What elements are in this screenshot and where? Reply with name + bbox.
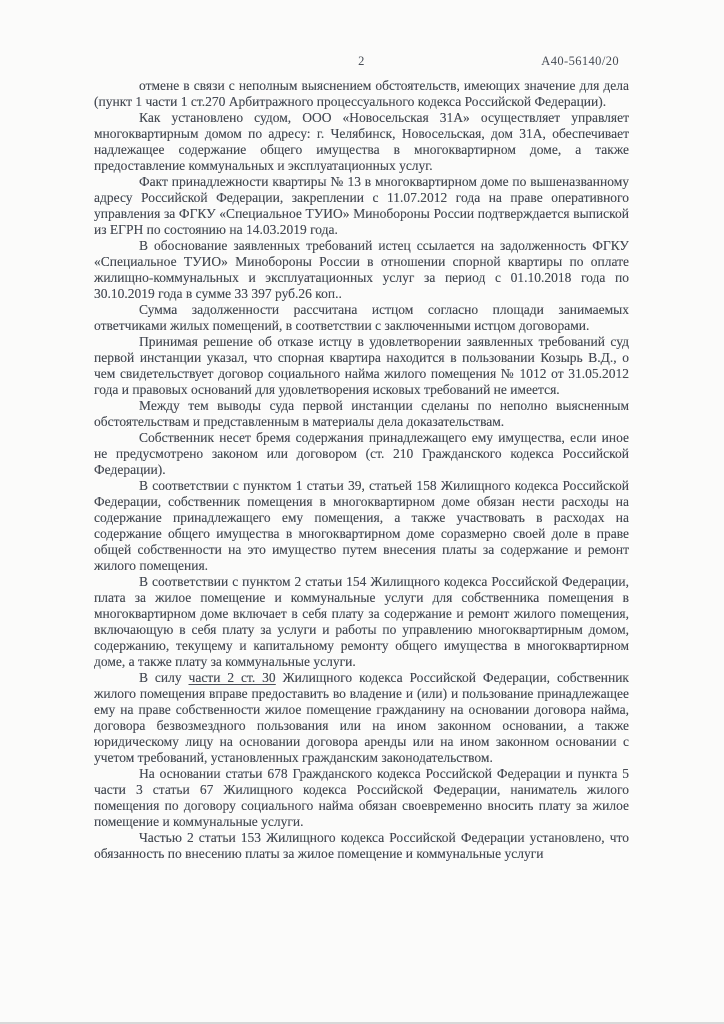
paragraph-text: Принимая решение об отказе истцу в удовлетворении заявленных требований суд первой инстанции указал, что спорная квартира находится в пользовании Козырь В.Д., о чем свидетельствует договор социального найма жилого помещения № 1012 от 31.05.2012 года и правовых оснований для удовлетворения исковых требований не имеется. <box>94 334 629 397</box>
paragraph <box>94 302 629 334</box>
case-number: А40-56140/20 <box>541 54 619 68</box>
paragraph-text: Сумма задолженности рассчитана истцом согласно площади занимаемых ответчиками жилых помещений, в соответствии с заключенными истцом договорами. <box>94 302 629 333</box>
paragraph-text: Собственник несет бремя содержания принадлежащего ему имущества, если иное не предусмотрено законом или договором (ст. 210 Гражданского кодекса Российской Федерации). <box>94 430 629 477</box>
paragraph-text: В соответствии с пунктом 2 статьи 154 Жилищного кодекса Российской Федерации, плата за жилое помещение и коммунальные услуги для собственника помещения в многоквартирном доме включает в себя плату за содержание и ремонт жилого помещения, включающую в себя плату за услуги и работы по управлению многоквартирным домом, содержанию, текущему и капитальному ремонту общего имущества в многоквартирном доме, а также плату за коммунальные услуги. <box>94 574 629 669</box>
paragraph-text: Частью 2 статьи 153 Жилищного кодекса Российской Федерации установлено, что обязанность по внесению платы за жилое помещение и коммунальные услуги <box>94 830 629 861</box>
paragraph-text: Жилищного кодекса Российской Федерации, собственник жилого помещения вправе предоставить во владение и (или) и пользование принадлежащее ему на праве собственности жилое помещение гражданину на основании договора найма, договора безвозмездного пользования или на ином законном основании, а также юридическому лицу на основании договора аренды или на ином законном основании с учетом требований, установленных гражданским законодательством. <box>94 670 629 765</box>
page-header <box>94 54 629 70</box>
paragraph <box>94 766 629 830</box>
paragraph <box>94 574 629 670</box>
paragraph <box>94 174 629 238</box>
paragraph-text: В обоснование заявленных требований истец ссылается на задолженность ФГКУ «Специальное ТУИО» Минобороны России в отношении спорной квартиры по оплате жилищно-коммунальных и эксплуатационных услуг за период с 01.10.2018 года по 30.10.2019 года в сумме 33 397 руб.26 коп.. <box>94 238 629 301</box>
paragraph-text: На основании статьи 678 Гражданского кодекса Российской Федерации и пункта 5 части 3 статьи 67 Жилищного кодекса Российской Федерации, наниматель жилого помещения по договору социального найма обязан своевременно вносить плату за жилое помещение и коммунальные услуги. <box>94 766 629 829</box>
paragraph-text: Как установлено судом, ООО «Новосельская 31А» осуществляет управляет многоквартирным домом по адресу: г. Челябинск, Новосельская, дом 31А, обеспечивает надлежащее содержание общего имущества в многоквартирном доме, а также предоставление коммунальных и эксплуатационных услуг. <box>94 110 629 173</box>
document-body <box>94 78 629 862</box>
paragraph <box>94 110 629 174</box>
paragraph <box>94 830 629 862</box>
paragraph <box>94 478 629 574</box>
paragraph-text: В силу <box>139 670 189 685</box>
paragraph <box>94 238 629 302</box>
paragraph-text: Факт принадлежности квартиры № 13 в многоквартирном доме по вышеназванному адресу Российской Федерации, закреплении с 11.07.2012 года на праве оперативного управления за ФГКУ «Специальное ТУИО» Минобороны России подтверждается выпиской из ЕГРН по состоянию на 14.03.2019 года. <box>94 174 629 237</box>
paragraph-text: В соответствии с пунктом 1 статьи 39, статьей 158 Жилищного кодекса Российской Федерации, собственник помещения в многоквартирном доме обязан нести расходы на содержание принадлежащего ему помещения, а также участвовать в расходах на содержание общего имущества в многоквартирном доме соразмерно своей доле в праве общей собственности на это имущество путем внесения платы за содержание и ремонт жилого помещения. <box>94 478 629 573</box>
paragraph <box>94 670 629 766</box>
underlined-citation: части 2 ст. 30 <box>188 670 276 685</box>
page-number: 2 <box>358 54 365 68</box>
paragraph-text: Между тем выводы суда первой инстанции сделаны по неполно выясненным обстоятельствам и представленным в материалы дела доказательствам. <box>94 398 629 429</box>
paragraph-text: отмене в связи с неполным выяснением обстоятельств, имеющих значение для дела (пункт 1 части 1 ст.270 Арбитражного процессуального кодекса Российской Федерации). <box>94 78 629 109</box>
paragraph <box>94 78 629 110</box>
paragraph <box>94 430 629 478</box>
paragraph <box>94 334 629 398</box>
paragraph <box>94 398 629 430</box>
